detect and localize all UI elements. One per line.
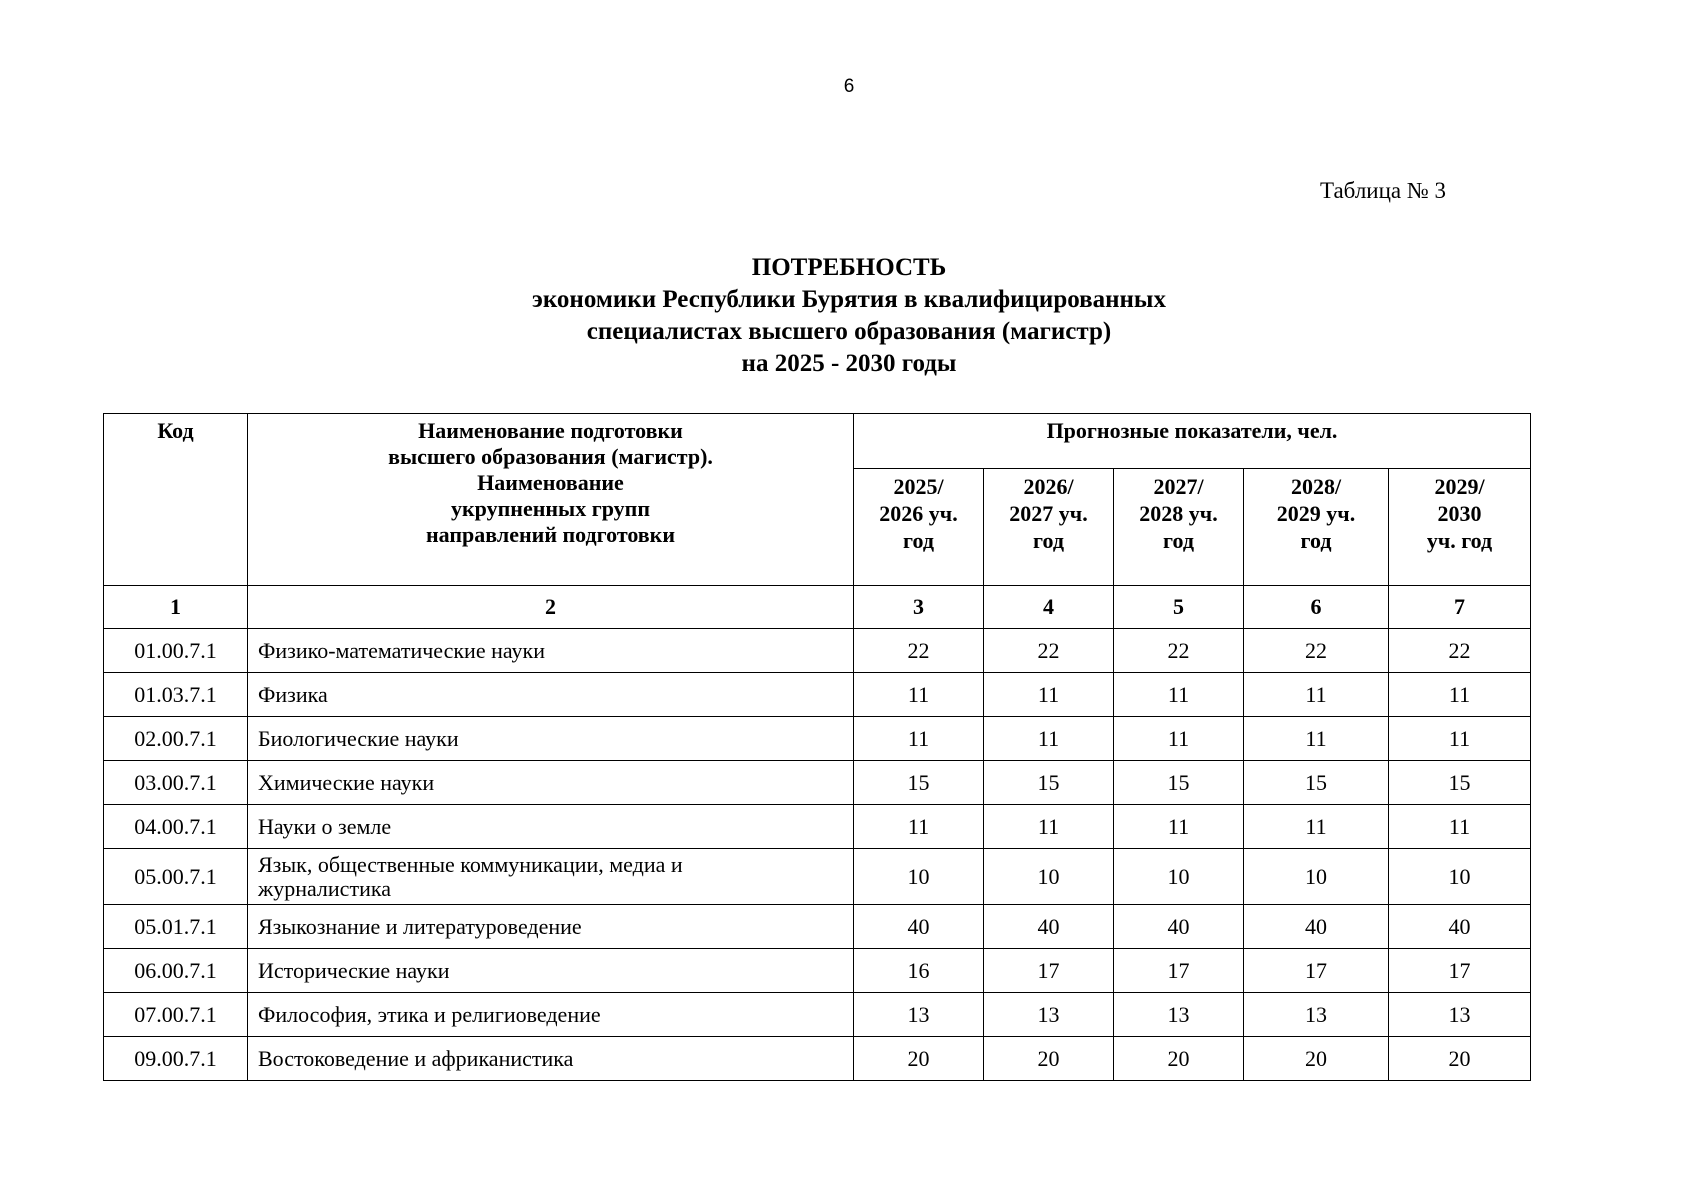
row-code: 01.00.7.1 — [104, 629, 248, 673]
row-value: 10 — [854, 849, 984, 905]
row-code: 09.00.7.1 — [104, 1037, 248, 1081]
row-value: 40 — [854, 905, 984, 949]
column-number: 5 — [1114, 586, 1244, 629]
column-number: 2 — [248, 586, 854, 629]
header-year: 2029/ 2030 уч. год — [1389, 469, 1531, 586]
row-name: Химические науки — [248, 761, 854, 805]
row-code: 05.00.7.1 — [104, 849, 248, 905]
row-value: 10 — [1114, 849, 1244, 905]
column-number-row — [104, 586, 1531, 629]
demand-table — [103, 413, 1531, 1081]
row-name: Науки о земле — [248, 805, 854, 849]
column-number: 4 — [984, 586, 1114, 629]
title-line: специалистах высшего образования (магистр) — [586, 318, 1112, 345]
header-name-line: укрупненных групп — [450, 496, 651, 521]
header-name — [248, 414, 854, 586]
column-number: 6 — [1244, 586, 1389, 629]
row-value: 22 — [1244, 629, 1389, 673]
row-value: 11 — [984, 805, 1114, 849]
row-value: 11 — [854, 805, 984, 849]
title-line: экономики Республики Бурятия в квалифицированных — [532, 286, 1166, 313]
row-value: 11 — [984, 673, 1114, 717]
row-value: 11 — [1389, 673, 1531, 717]
row-value: 40 — [1114, 905, 1244, 949]
table-row — [104, 949, 1531, 993]
row-value: 13 — [1389, 993, 1531, 1037]
header-name-line: высшего образования (магистр). — [388, 444, 713, 469]
row-code: 04.00.7.1 — [104, 805, 248, 849]
row-value: 13 — [1114, 993, 1244, 1037]
row-value: 11 — [1389, 805, 1531, 849]
row-value: 15 — [1244, 761, 1389, 805]
row-name: Философия, этика и религиоведение — [248, 993, 854, 1037]
table-row — [104, 717, 1531, 761]
row-code: 05.01.7.1 — [104, 905, 248, 949]
table-row — [104, 905, 1531, 949]
row-value: 20 — [1114, 1037, 1244, 1081]
table-row — [104, 629, 1531, 673]
row-name: Языкознание и литературоведение — [248, 905, 854, 949]
row-name: Физико-математические науки — [248, 629, 854, 673]
row-value: 11 — [1114, 673, 1244, 717]
row-value: 20 — [984, 1037, 1114, 1081]
table-row — [104, 761, 1531, 805]
row-code: 03.00.7.1 — [104, 761, 248, 805]
row-name-line: Язык, общественные коммуникации, медиа и — [258, 851, 683, 877]
table-row — [104, 849, 1531, 905]
row-value: 10 — [1389, 849, 1531, 905]
header-code: Код — [104, 414, 248, 586]
row-value: 17 — [1244, 949, 1389, 993]
row-value: 40 — [1389, 905, 1531, 949]
row-value: 22 — [984, 629, 1114, 673]
header-year: 2026/ 2027 уч. год — [984, 469, 1114, 586]
row-value: 15 — [854, 761, 984, 805]
header-year: 2025/ 2026 уч. год — [854, 469, 984, 586]
row-name: Востоковедение и африканистика — [248, 1037, 854, 1081]
row-value: 11 — [854, 717, 984, 761]
row-value: 11 — [854, 673, 984, 717]
header-year: 2028/ 2029 уч. год — [1244, 469, 1389, 586]
row-value: 11 — [1114, 805, 1244, 849]
row-value: 11 — [984, 717, 1114, 761]
header-name-line: Наименование — [477, 470, 624, 495]
row-name — [248, 849, 854, 905]
title-line: на 2025 - 2030 годы — [741, 350, 957, 377]
column-number: 1 — [104, 586, 248, 629]
row-value: 11 — [1244, 717, 1389, 761]
row-code: 06.00.7.1 — [104, 949, 248, 993]
row-name: Исторические науки — [248, 949, 854, 993]
row-code: 01.03.7.1 — [104, 673, 248, 717]
row-name: Биологические науки — [248, 717, 854, 761]
row-value: 11 — [1244, 805, 1389, 849]
row-value: 13 — [984, 993, 1114, 1037]
row-value: 13 — [854, 993, 984, 1037]
row-value: 10 — [984, 849, 1114, 905]
row-value: 15 — [984, 761, 1114, 805]
header-year: 2027/ 2028 уч. год — [1114, 469, 1244, 586]
column-number: 7 — [1389, 586, 1531, 629]
row-value: 17 — [984, 949, 1114, 993]
table-row — [104, 1037, 1531, 1081]
row-value: 40 — [984, 905, 1114, 949]
row-code: 02.00.7.1 — [104, 717, 248, 761]
row-value: 16 — [854, 949, 984, 993]
row-value: 17 — [1389, 949, 1531, 993]
row-value: 10 — [1244, 849, 1389, 905]
row-value: 15 — [1389, 761, 1531, 805]
row-value: 11 — [1114, 717, 1244, 761]
table-row — [104, 673, 1531, 717]
row-value: 20 — [1389, 1037, 1531, 1081]
row-value: 22 — [1389, 629, 1531, 673]
header-name-line: направлений подготовки — [425, 522, 676, 547]
row-name-line: журналистика — [258, 875, 391, 901]
table-label: Таблица № 3 — [1320, 178, 1447, 203]
row-value: 40 — [1244, 905, 1389, 949]
row-value: 11 — [1244, 673, 1389, 717]
header-row — [104, 414, 1531, 469]
row-value: 13 — [1244, 993, 1389, 1037]
header-forecast: Прогнозные показатели, чел. — [854, 414, 1531, 469]
row-value: 20 — [1244, 1037, 1389, 1081]
title-line: ПОТРЕБНОСТЬ — [751, 254, 947, 281]
row-value: 11 — [1389, 717, 1531, 761]
document-title — [0, 252, 1698, 380]
table-row — [104, 805, 1531, 849]
row-code: 07.00.7.1 — [104, 993, 248, 1037]
row-name: Физика — [248, 673, 854, 717]
row-value: 20 — [854, 1037, 984, 1081]
row-value: 17 — [1114, 949, 1244, 993]
row-value: 22 — [854, 629, 984, 673]
page-number: 6 — [843, 76, 855, 97]
row-value: 15 — [1114, 761, 1244, 805]
header-name-line: Наименование подготовки — [418, 418, 683, 443]
row-value: 22 — [1114, 629, 1244, 673]
table-row — [104, 993, 1531, 1037]
column-number: 3 — [854, 586, 984, 629]
